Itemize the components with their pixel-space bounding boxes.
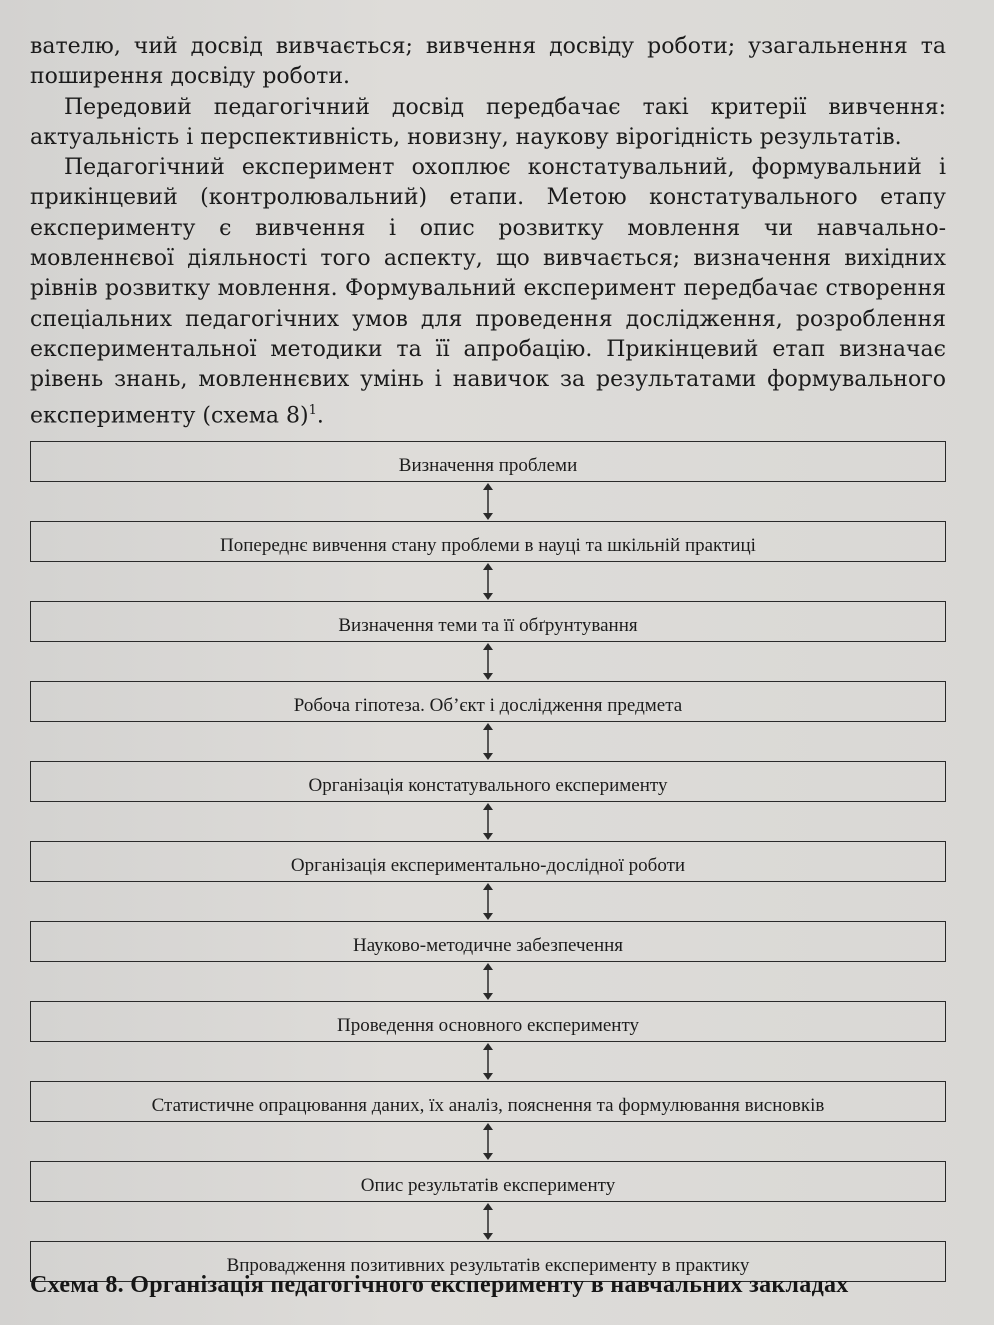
double-arrow-icon — [30, 1202, 946, 1241]
paragraph-criteria: Передовий педагогічний досвід передбачає такі критерії вивчення: актуальність і перспективність, новизну, наукову вірогідність результатів. — [30, 94, 946, 150]
step-label: Науково-методичне забезпечення — [352, 935, 624, 956]
step-label: Організація експериментально-дослідної роботи — [290, 855, 686, 876]
paragraph-experiment-text: Педагогічний експеримент охоплює констатувальний, формувальний і прикінцевий (контролювальний) етапи. Метою констатувального етапу експерименту є вивчення і опис розвитку мовлення чи навчально-мовленнєвої діяльності того аспекту, що вивчається; визначення вихідних рівнів розвитку мовлення. Формувальний експеримент передбачає створення спеціальних педагогічних умов для проведення дослідження, розроблення експериментальної методики та її апробацію. Прикінцевий етап визначає рівень знань, мовленнєвих умінь і навичок за результатами формувального експерименту (схема 8) — [30, 155, 946, 428]
step-label: Визначення теми та її обґрунтування — [338, 615, 638, 636]
step-label: Статистичне опрацювання даних, їх аналіз, пояснення та формулювання висновків — [151, 1095, 825, 1116]
step-box — [30, 921, 946, 962]
double-arrow-icon — [30, 1122, 946, 1161]
step-label: Робоча гіпотеза. Об’єкт і дослідження предмета — [293, 695, 683, 716]
paragraph-continuation: вателю, чий досвід вивчається; вивчення досвіду роботи; узагальнення та поширення досвіду роботи. — [30, 34, 946, 90]
double-arrow-icon — [30, 1042, 946, 1081]
double-arrow-icon — [30, 642, 946, 681]
step-label: Визначення проблеми — [398, 455, 578, 476]
scheme-diagram — [30, 441, 946, 1282]
double-arrow-icon — [30, 882, 946, 921]
step-box — [30, 521, 946, 562]
step-box — [30, 1161, 946, 1202]
step-box — [30, 681, 946, 722]
step-label: Проведення основного експерименту — [336, 1015, 640, 1036]
footnote-mark: 1 — [308, 402, 317, 418]
step-box — [30, 841, 946, 882]
double-arrow-icon — [30, 562, 946, 601]
step-box — [30, 441, 946, 482]
double-arrow-icon — [30, 722, 946, 761]
double-arrow-icon — [30, 802, 946, 841]
double-arrow-icon — [30, 962, 946, 1001]
step-box — [30, 601, 946, 642]
step-box — [30, 1081, 946, 1122]
double-arrow-icon — [30, 482, 946, 521]
step-label: Організація констатувального експерименту — [308, 775, 668, 796]
step-label: Попереднє вивчення стану проблеми в науці та шкільній практиці — [220, 535, 756, 556]
step-label: Опис результатів експерименту — [360, 1175, 616, 1196]
step-label: Впровадження позитивних результатів експерименту в практику — [226, 1255, 750, 1276]
paragraph-experiment: Педагогічний експеримент охоплює констатувальний, формувальний і прикінцевий (контролювальний) етапи. Метою констатувального етапу експерименту є вивчення і опис розвитку мовлення чи навчально-мовленнєвої діяльності того аспекту, що вивчається; визначення вихідних рівнів розвитку мовлення. Формувальний експеримент передбачає створення спеціальних педагогічних умов для проведення дослідження, розроблення експериментальної методики та її апробацію. Прикінцевий етап визначає рівень знань, мовленнєвих умінь і навичок за результатами формувального експерименту (схема 8)$^1$. — [30, 155, 946, 428]
body-text — [30, 32, 946, 431]
step-box — [30, 1001, 946, 1042]
step-box — [30, 761, 946, 802]
scheme-caption: Схема 8. Організація педагогічного експерименту в навчальних закладах — [30, 1272, 849, 1298]
